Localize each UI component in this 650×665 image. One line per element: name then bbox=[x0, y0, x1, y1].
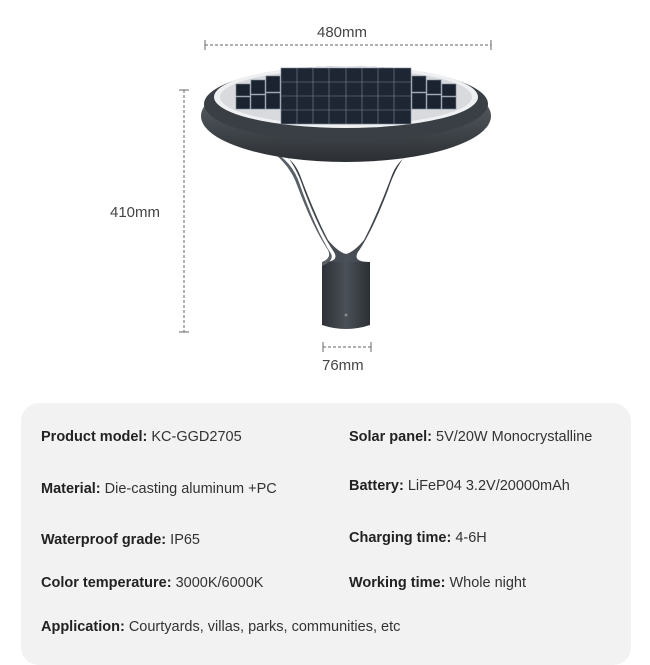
spec-label: Color temperature: bbox=[41, 575, 172, 591]
spec-solar-panel bbox=[349, 429, 592, 445]
lamp-pole bbox=[322, 262, 370, 329]
height-label: 410mm bbox=[110, 204, 161, 221]
spec-value: IP65 bbox=[170, 532, 201, 548]
spec-label: Battery: bbox=[349, 478, 404, 494]
spec-label: Application: bbox=[41, 619, 125, 635]
width-label: 480mm bbox=[317, 24, 368, 41]
spec-value: Courtyards, villas, parks, communities, etc bbox=[128, 619, 401, 635]
spec-label: Solar panel: bbox=[349, 429, 432, 445]
pole-dimension-line bbox=[323, 342, 371, 352]
spec-battery bbox=[349, 478, 570, 494]
spec-label: Working time: bbox=[349, 575, 446, 591]
height-dimension-line bbox=[179, 90, 189, 332]
pole-diameter-label: 76mm bbox=[322, 357, 364, 374]
spec-label: Material: bbox=[41, 481, 101, 497]
spec-product-model bbox=[41, 429, 242, 445]
spec-waterproof-grade bbox=[41, 532, 200, 548]
spec-value: KC-GGD2705 bbox=[151, 429, 242, 445]
spec-charging-time bbox=[349, 530, 487, 546]
spec-label: Waterproof grade: bbox=[41, 532, 167, 548]
spec-value: 3000K/6000K bbox=[175, 575, 264, 591]
spec-value: Die-casting aluminum +PC bbox=[104, 481, 277, 497]
spec-color-temperature bbox=[41, 575, 263, 591]
spec-value: LiFeP04 3.2V/20000mAh bbox=[407, 478, 570, 494]
spec-working-time bbox=[349, 575, 526, 591]
spec-material bbox=[41, 481, 277, 497]
spec-value: 4-6H bbox=[455, 530, 487, 546]
width-dimension-line bbox=[205, 40, 491, 50]
spec-label: Charging time: bbox=[349, 530, 452, 546]
spec-label: Product model: bbox=[41, 429, 148, 445]
spec-value: Whole night bbox=[449, 575, 527, 591]
spec-value: 5V/20W Monocrystalline bbox=[436, 429, 593, 445]
spec-panel bbox=[21, 403, 631, 665]
lamp-arms bbox=[262, 150, 430, 266]
spec-application bbox=[41, 619, 400, 635]
